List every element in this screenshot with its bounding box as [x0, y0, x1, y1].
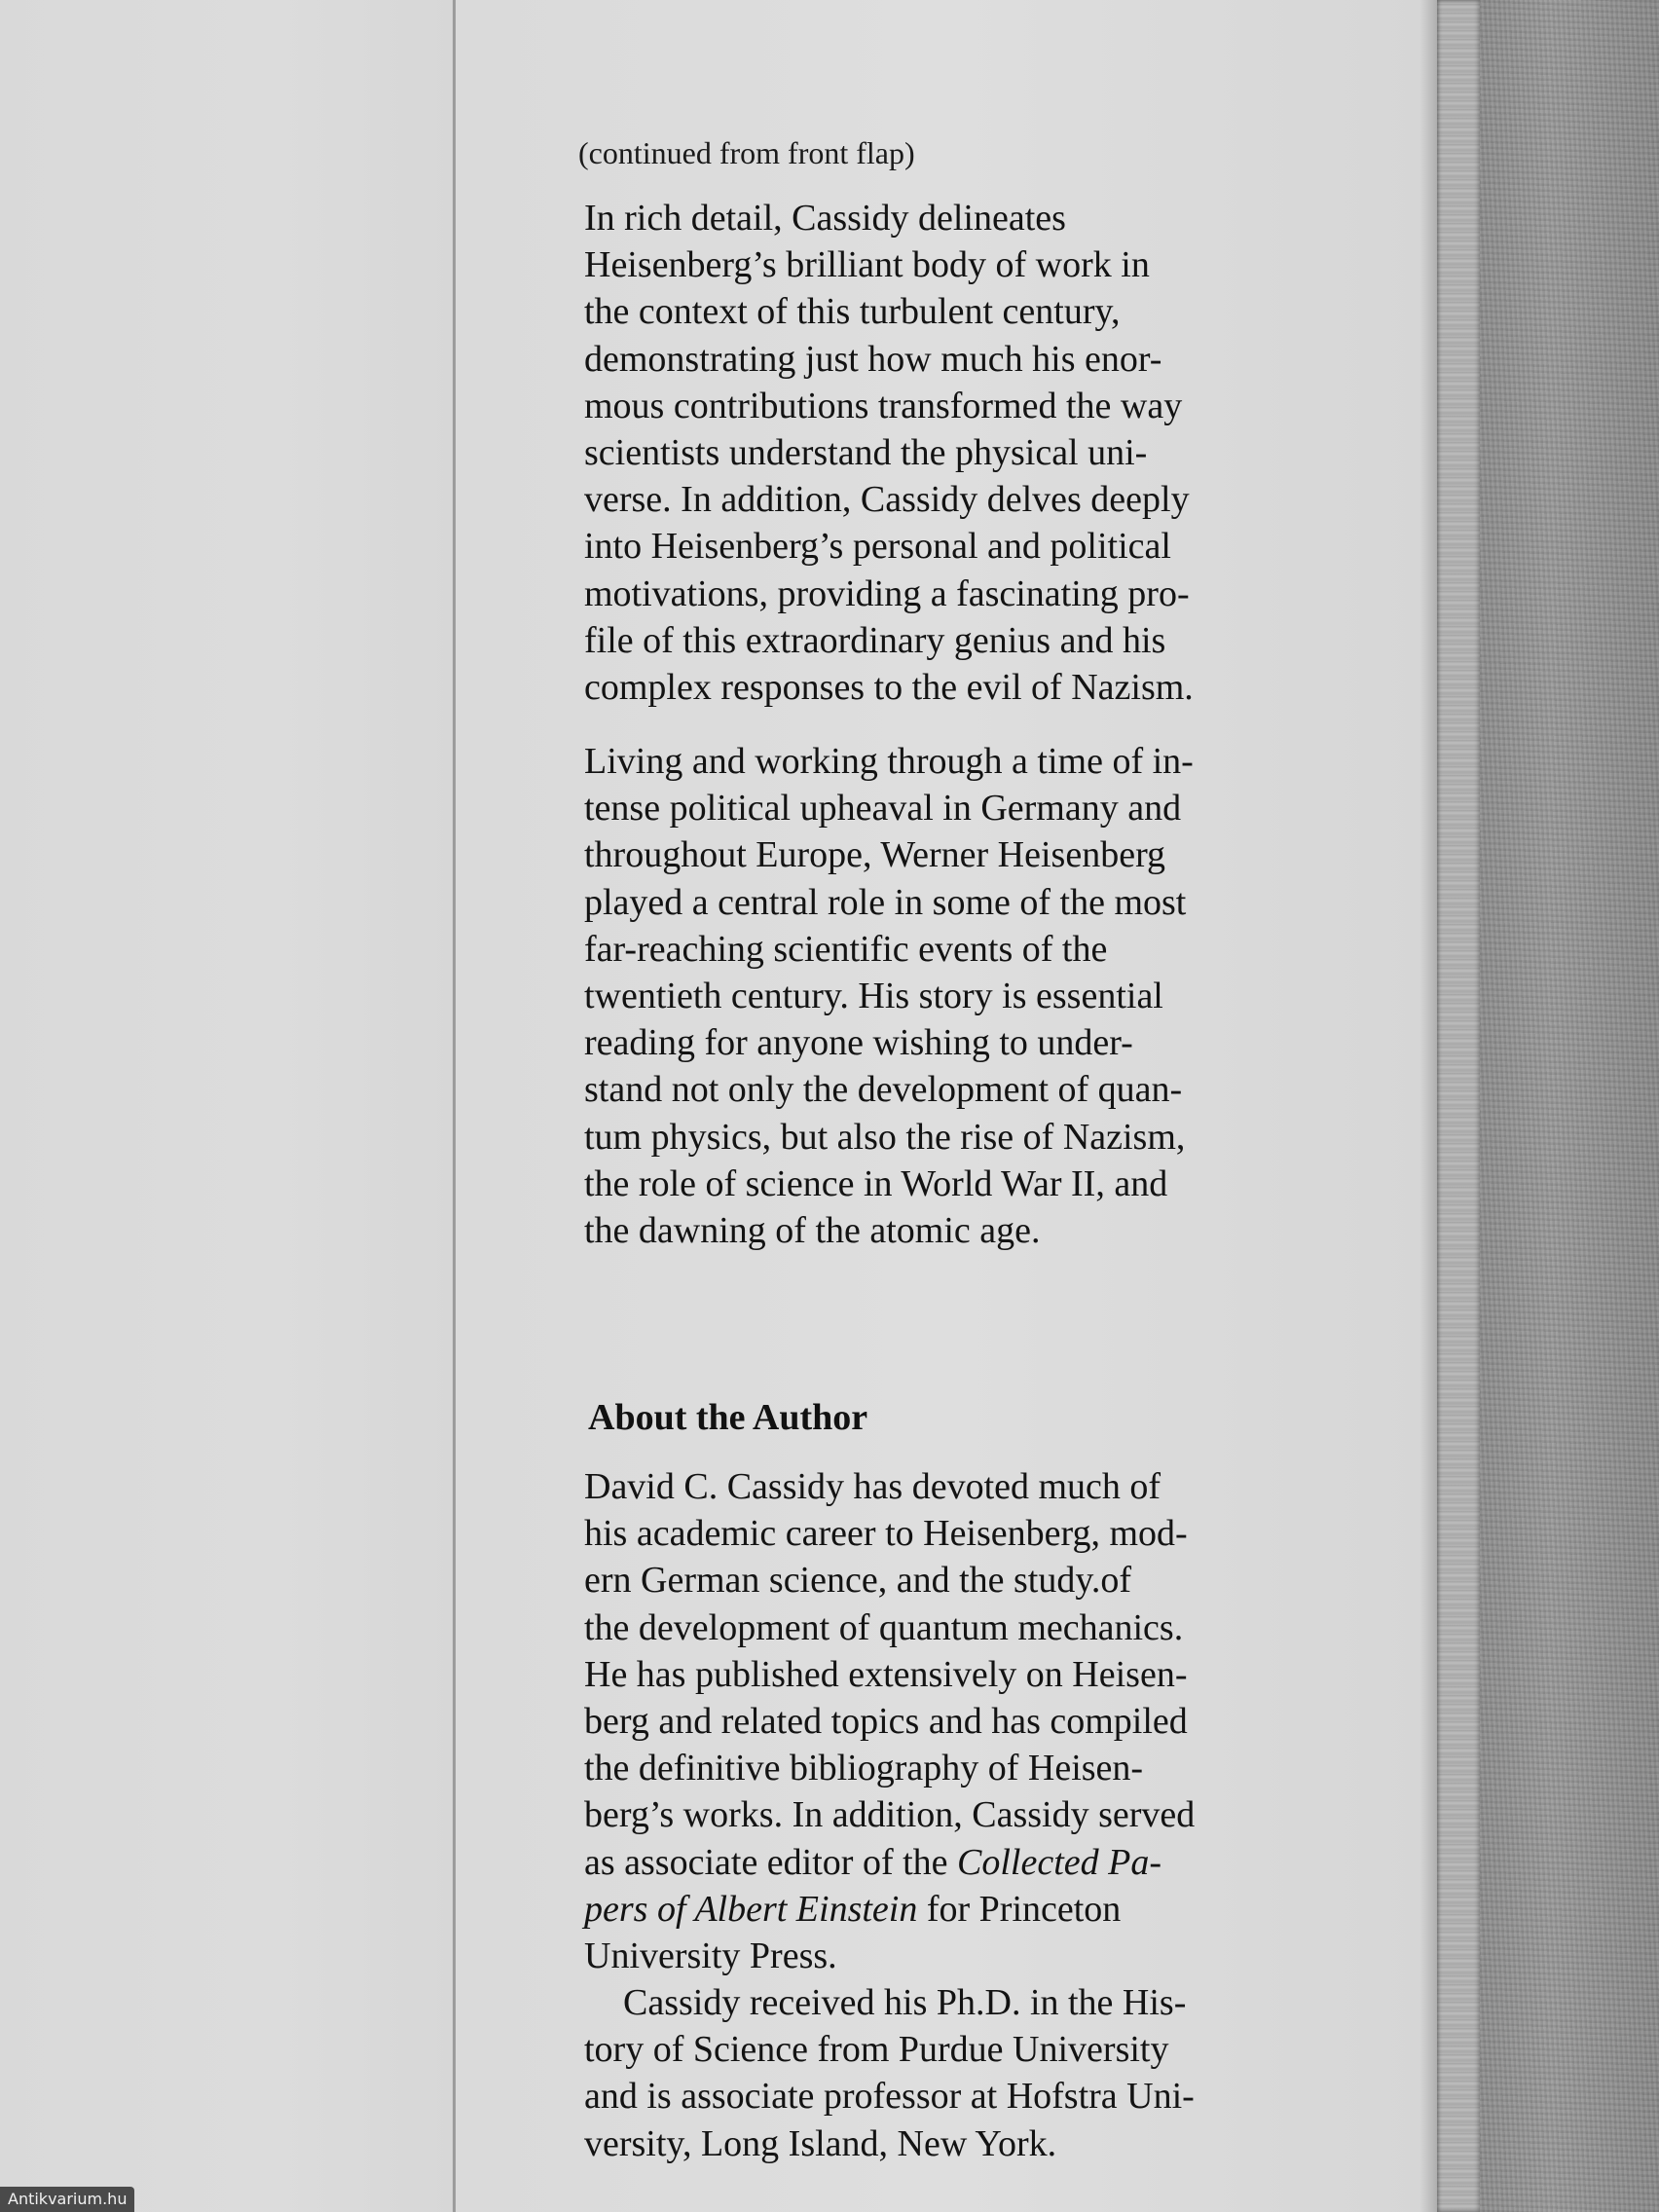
text-line: berg’s works. In addition, Cassidy served [584, 1794, 1196, 1836]
description-paragraph-2 [584, 738, 1194, 1254]
book-title-italic: pers of Albert Einstein [584, 1888, 918, 1930]
text-line: motivations, providing a fascinating pro- [584, 572, 1190, 614]
cover-board-edge [1437, 0, 1480, 2212]
text-line: tory of Science from Purdue University [584, 2029, 1169, 2071]
text-line: Cassidy received his Ph.D. in the His- [623, 1982, 1187, 2023]
text-line: reading for anyone wishing to under- [584, 1022, 1133, 1064]
text-line: Heisenberg’s brilliant body of work in [584, 244, 1150, 286]
text-line: tum physics, but also the rise of Nazism, [584, 1116, 1186, 1158]
text-line: Living and working through a time of in- [584, 741, 1194, 782]
continued-note: (continued from front flap) [578, 135, 915, 170]
text-line: file of this extraordinary genius and his [584, 619, 1166, 661]
text-line: demonstrating just how much his enor- [584, 338, 1162, 380]
text-line: ern German science, and the study.of [584, 1560, 1132, 1602]
text-line: tense political upheaval in Germany and [584, 788, 1182, 830]
text-line: the dawning of the atomic age. [584, 1210, 1041, 1252]
text-line: the development of quantum mechanics. [584, 1606, 1184, 1648]
text-line: scientists understand the physical uni- [584, 432, 1148, 474]
text-line: throughout Europe, Werner Heisenberg [584, 834, 1166, 876]
text-line: He has published extensively on Heisen- [584, 1653, 1188, 1695]
text-line: mous contributions transformed the way [584, 385, 1183, 426]
book-title-italic: Collected Pa- [957, 1841, 1162, 1883]
text-line: stand not only the development of quan- [584, 1069, 1183, 1111]
author-education-paragraph [584, 1979, 1195, 2167]
text-line: the definitive bibliography of Heisen- [584, 1748, 1144, 1789]
text-line: and is associate professor at Hofstra Uni- [584, 2076, 1195, 2118]
cloth-binding [1480, 0, 1659, 2212]
author-bio-paragraph [584, 1463, 1195, 1979]
text-line: the role of science in World War II, and [584, 1162, 1168, 1204]
text-line: far-reaching scientific events of the [584, 928, 1108, 970]
source-watermark: Antikvarium.hu [0, 2187, 134, 2212]
description-paragraph-1 [584, 195, 1194, 711]
text-line: berg and related topics and has compiled [584, 1701, 1188, 1743]
text-line: University Press. [584, 1936, 837, 1977]
text-line: played a central role in some of the most [584, 881, 1187, 923]
text-run: for Princeton [917, 1888, 1122, 1930]
about-author-heading: About the Author [588, 1397, 868, 1438]
text-line: into Heisenberg’s personal and political [584, 526, 1171, 568]
back-cover-inner-panel [0, 0, 453, 2212]
text-line: David C. Cassidy has devoted much of [584, 1466, 1161, 1507]
text-line: complex responses to the evil of Nazism. [584, 667, 1194, 709]
text-line: twentieth century. His story is essential [584, 976, 1163, 1017]
text-line: verse. In addition, Cassidy delves deeply [584, 479, 1190, 521]
text-line: versity, Long Island, New York. [584, 2122, 1057, 2164]
text-line [584, 1842, 1161, 1883]
text-run: as associate editor of the [584, 1841, 958, 1883]
flap-edge-shadow [1419, 0, 1437, 2212]
text-line [584, 1889, 1121, 1930]
text-line: the context of this turbulent century, [584, 291, 1121, 333]
text-line: In rich detail, Cassidy delineates [584, 198, 1066, 239]
text-line: his academic career to Heisenberg, mod- [584, 1513, 1188, 1555]
